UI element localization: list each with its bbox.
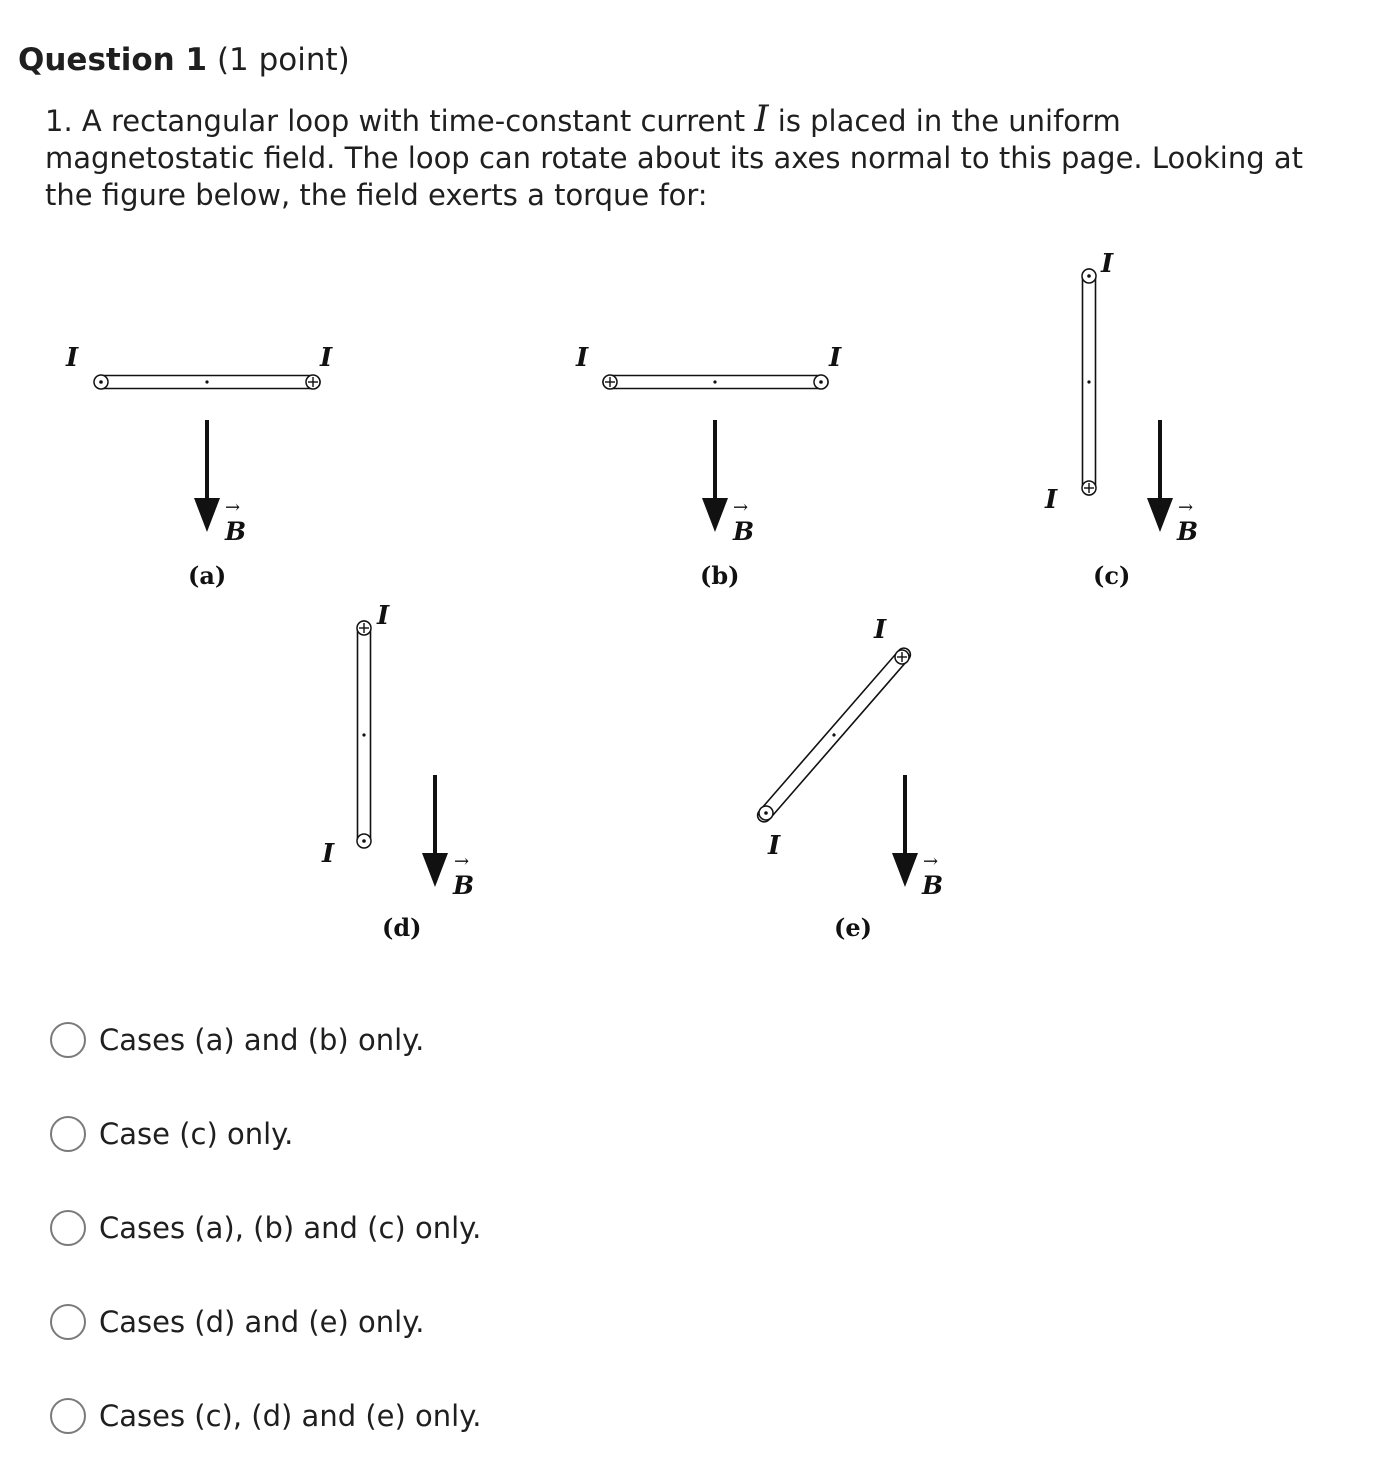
field-arrow-b xyxy=(702,420,754,546)
question-title: Question 1 xyxy=(18,42,208,78)
field-arrow-d xyxy=(422,775,474,900)
field-label-b: B xyxy=(733,517,755,546)
svg-text:→: → xyxy=(225,497,241,518)
loop-case-a xyxy=(65,343,333,389)
loop-case-c xyxy=(1044,249,1114,515)
option-c-d-e-only[interactable] xyxy=(50,1386,750,1446)
caption-e: (e) xyxy=(834,913,872,942)
field-label-a: B xyxy=(225,517,247,546)
current-label-b-right: I xyxy=(829,343,842,373)
option-label: Cases (a) and (b) only. xyxy=(99,1023,425,1057)
radio-button[interactable] xyxy=(50,1398,86,1434)
loop-figure xyxy=(0,230,1398,970)
option-label: Cases (c), (d) and (e) only. xyxy=(99,1399,482,1433)
current-label-d-top: I xyxy=(377,601,390,631)
option-a-b-only[interactable] xyxy=(50,1010,750,1070)
field-arrow-e xyxy=(892,775,943,900)
question-text-after: is placed in the uniform magnetostatic field. The loop can rotate about its axes normal to this page. Looking at the figure below, the field exerts a torque for: xyxy=(45,104,1304,212)
loop-case-e xyxy=(755,615,913,861)
current-label-c-bottom: I xyxy=(1045,485,1058,515)
caption-d: (d) xyxy=(382,913,422,942)
option-label: Case (c) only. xyxy=(99,1117,294,1151)
radio-button[interactable] xyxy=(50,1116,86,1152)
radio-button[interactable] xyxy=(50,1022,86,1058)
svg-text:→: → xyxy=(733,497,749,518)
current-label-e-bottom: I xyxy=(768,831,781,861)
current-label-b-left: I xyxy=(576,343,589,373)
field-label-e: B xyxy=(922,871,944,900)
current-label-d-bottom: I xyxy=(322,839,335,869)
caption-a: (a) xyxy=(188,561,227,590)
svg-text:→: → xyxy=(1178,497,1194,518)
option-label: Cases (a), (b) and (c) only. xyxy=(99,1211,482,1245)
loop-case-b xyxy=(575,343,842,389)
svg-text:→: → xyxy=(923,851,939,872)
radio-button[interactable] xyxy=(50,1304,86,1340)
caption-b: (b) xyxy=(700,561,740,590)
current-label-c-top: I xyxy=(1101,249,1114,279)
field-arrow-c xyxy=(1147,420,1198,546)
question-text xyxy=(45,99,1305,214)
current-label-a-right: I xyxy=(320,343,333,373)
current-symbol: I xyxy=(754,99,769,140)
loop-case-d xyxy=(321,601,390,869)
question-text-before: 1. A rectangular loop with time-constant current xyxy=(45,104,746,138)
current-label-a-left: I xyxy=(66,343,79,373)
caption-c: (c) xyxy=(1093,561,1131,590)
question-header xyxy=(18,40,350,80)
field-label-c: B xyxy=(1177,517,1199,546)
option-label: Cases (d) and (e) only. xyxy=(99,1305,425,1339)
question-points: (1 point) xyxy=(216,42,350,78)
svg-text:→: → xyxy=(454,851,470,872)
field-label-d: B xyxy=(453,871,475,900)
option-d-e-only[interactable] xyxy=(50,1292,750,1352)
option-c-only[interactable] xyxy=(50,1104,750,1164)
field-arrow-a xyxy=(194,420,246,546)
current-label-e-top: I xyxy=(874,615,887,645)
radio-button[interactable] xyxy=(50,1210,86,1246)
option-a-b-c-only[interactable] xyxy=(50,1198,750,1258)
